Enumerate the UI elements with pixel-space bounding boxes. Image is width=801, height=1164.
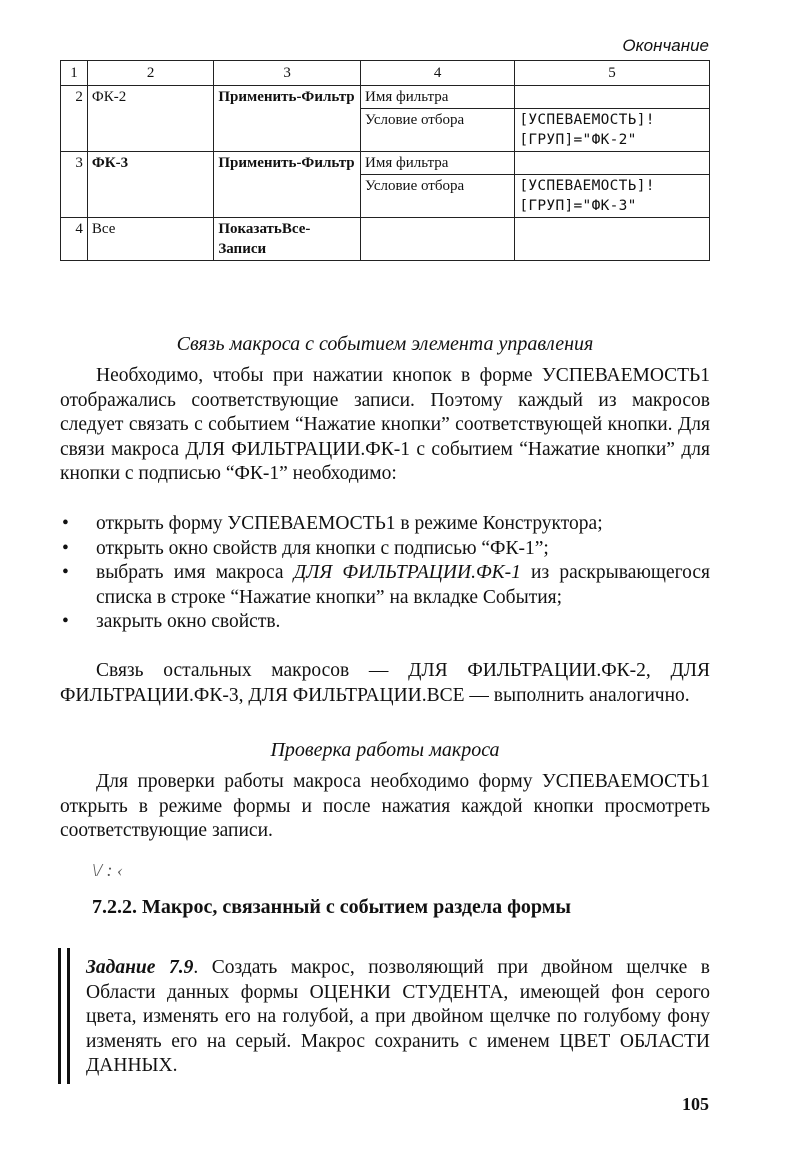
paragraph: Для проверки работы макроса необходимо форму УСПЕВАЕМОСТЬ1 открыть в режиме формы и после нажатия каждой кнопки просмотреть соответствующие записи.: [60, 771, 710, 841]
argument-value: [515, 86, 710, 109]
argument-value: [515, 152, 710, 175]
row-number: 2: [61, 86, 88, 152]
table-header-row: [61, 61, 710, 86]
subsection-title: Связь макроса с событием элемента управления: [176, 333, 594, 355]
page-number: 105: [682, 1094, 709, 1114]
list-item-text: из раскрывающегося списка в строке “Нажатие кнопки” на вкладке События;: [96, 562, 710, 608]
argument-label: Имя фильтра: [361, 86, 515, 109]
paragraph: Связь остальных макросов — ДЛЯ ФИЛЬТРАЦИИ.ФК-2, ДЛЯ ФИЛЬТРАЦИИ.ФК-3, ДЛЯ ФИЛЬТРАЦИИ.ВСЕ — выполнить аналогично.: [60, 660, 710, 706]
task-block: [86, 956, 710, 1079]
argument-label: Имя фильтра: [361, 152, 515, 175]
macro-name-italic: ДЛЯ ФИЛЬТРАЦИИ.ФК-1: [293, 562, 521, 583]
list-item: • открыть форму УСПЕВАЕМОСТЬ1 в режиме Конструктора;: [60, 512, 710, 537]
row-number: 4: [61, 218, 88, 261]
paragraph: Необходимо, чтобы при нажатии кнопок в форме УСПЕВАЕМОСТЬ1 отображались соответствующие записи. Поэтому каждый из макросов следует связать с событием “Нажатие кнопки” соответствующей кнопки. Для связи макроса ДЛЯ ФИЛЬТРАЦИИ.ФК-1 с событием “Нажатие кнопки” для кнопки с подписью “ФК-1” необходимо:: [60, 365, 710, 484]
handwritten-mark: \/ : ‹: [92, 860, 123, 880]
table-row: [61, 152, 710, 175]
header-cell-5: 5: [515, 61, 710, 86]
header-cell-3: 3: [214, 61, 361, 86]
argument-value: [515, 218, 710, 261]
macro-table: [60, 60, 710, 261]
argument-value: [УСПЕВАЕМОСТЬ]![ГРУП]="ФК-2": [515, 109, 710, 152]
continuation-label: Окончание: [622, 36, 709, 55]
macro-name: Все: [87, 218, 213, 261]
argument-label: Условие отбора: [361, 109, 515, 152]
task-margin-bars: [58, 948, 70, 1084]
macro-name: ФК-2: [87, 86, 213, 152]
table-row: [61, 218, 710, 261]
macro-action: Применить-Фильтр: [214, 152, 361, 218]
header-cell-4: 4: [361, 61, 515, 86]
subsection-title: Проверка работы макроса: [270, 739, 500, 761]
argument-value: [УСПЕВАЕМОСТЬ]![ГРУП]="ФК-3": [515, 175, 710, 218]
list-item: [60, 561, 710, 610]
section-heading: 7.2.2. Макрос, связанный с событием раздела формы: [92, 896, 571, 918]
macro-action: ПоказатьВсе-Записи: [214, 218, 361, 261]
argument-label: Условие отбора: [361, 175, 515, 218]
list-item: • открыть окно свойств для кнопки с подписью “ФК-1”;: [60, 537, 710, 562]
list-item-text: выбрать имя макроса: [96, 562, 294, 583]
row-number: 3: [61, 152, 88, 218]
bullet-list: [60, 512, 710, 635]
header-cell-1: 1: [61, 61, 88, 86]
list-item: • закрыть окно свойств.: [60, 610, 710, 635]
argument-label: [361, 218, 515, 261]
table-row: [61, 86, 710, 109]
macro-action: Применить-Фильтр: [214, 86, 361, 152]
header-cell-2: 2: [87, 61, 213, 86]
task-text: . Создать макрос, позволяющий при двойном щелчке в Области данных формы ОЦЕНКИ СТУДЕНТА, имеющей фон серого цвета, изменять его на голубой, а при двойном щелчке по голубому фону изменять его на серый. Макрос сохранить с именем ЦВЕТ ОБЛАСТИ ДАННЫХ.: [86, 957, 710, 1076]
task-lead: Задание 7.9: [86, 957, 194, 978]
macro-name: ФК-3: [87, 152, 213, 218]
